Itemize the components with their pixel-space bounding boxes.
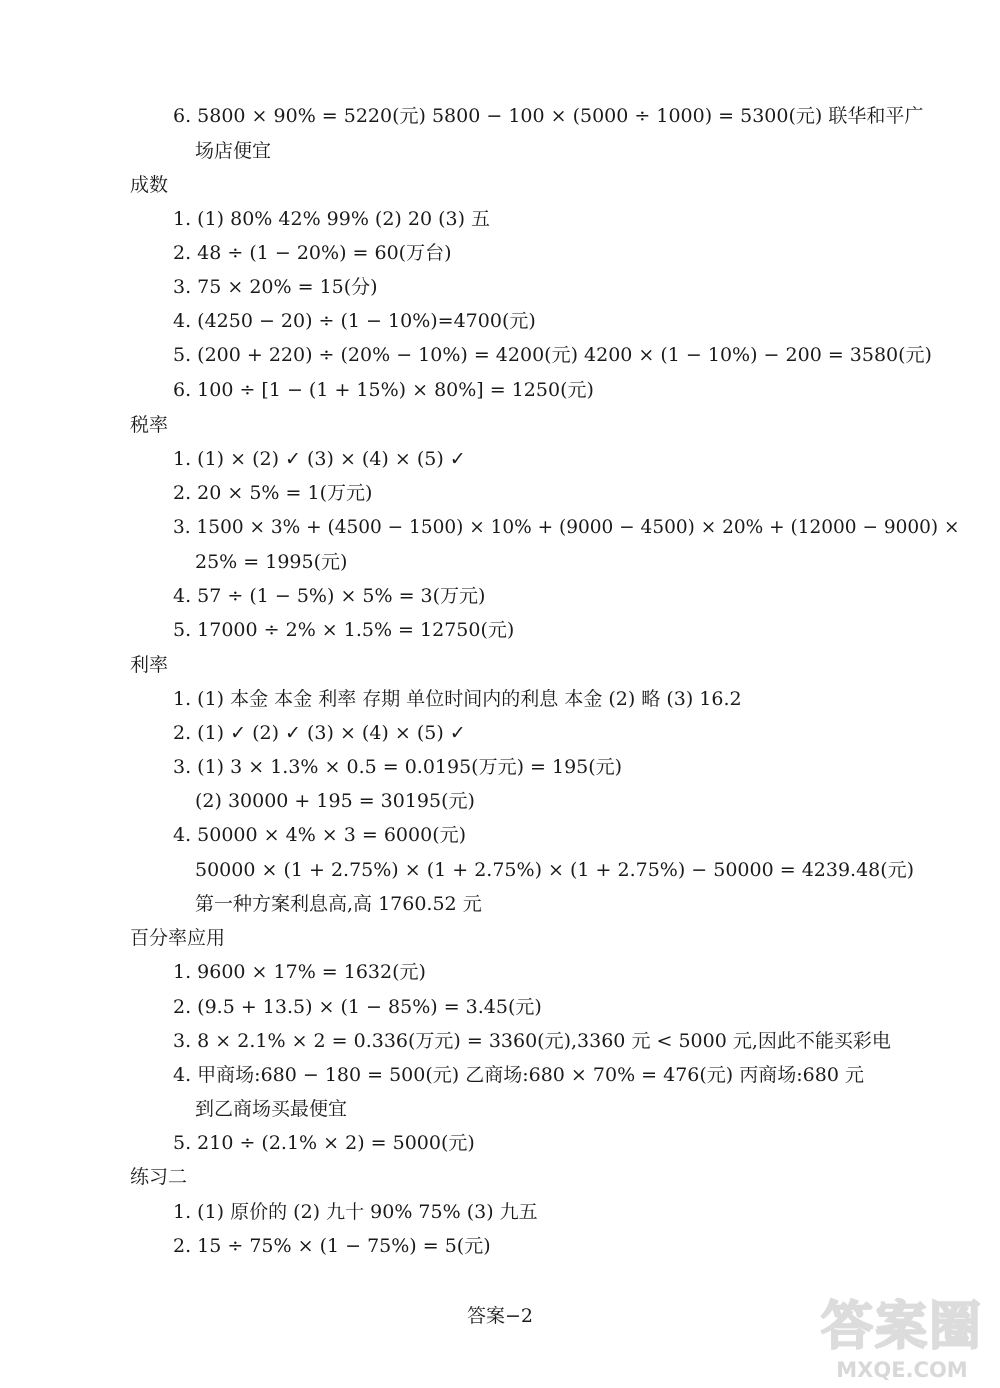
answer-line: 1. 9600 × 17% = 1632(元) xyxy=(173,961,426,983)
watermark-url: MXQE.COM xyxy=(836,1358,968,1382)
answer-line: 4. 甲商场:680 − 180 = 500(元) 乙商场:680 × 70% = 476(元) 丙商场:680 元 xyxy=(173,1064,864,1086)
answer-line: 到乙商场买最便宜 xyxy=(195,1098,348,1120)
answer-line: 4. (4250 − 20) ÷ (1 − 10%)=4700(元) xyxy=(173,310,536,332)
answer-line: 1. (1) 80% 42% 99% (2) 20 (3) 五 xyxy=(173,208,491,230)
answer-line: 2. (1) ✓ (2) ✓ (3) × (4) × (5) ✓ xyxy=(173,722,466,744)
answer-line: 3. (1) 3 × 1.3% × 0.5 = 0.0195(万元) = 195(元) xyxy=(173,756,623,778)
answer-line: (2) 30000 + 195 = 30195(元) xyxy=(195,790,475,812)
answer-line: 5. (200 + 220) ÷ (20% − 10%) = 4200(元) 4200 × (1 − 10%) − 200 = 3580(元) xyxy=(173,344,932,366)
answer-line: 4. 57 ÷ (1 − 5%) × 5% = 3(万元) xyxy=(173,585,486,607)
section-heading: 百分率应用 xyxy=(130,927,226,949)
answer-line: 4. 50000 × 4% × 3 = 6000(元) xyxy=(173,824,467,846)
section-heading: 练习二 xyxy=(130,1166,188,1188)
page-number: 答案−2 xyxy=(466,1305,533,1327)
answer-line: 5. 210 ÷ (2.1% × 2) = 5000(元) xyxy=(173,1132,475,1154)
answer-line: 场店便宜 xyxy=(195,140,272,162)
section-heading: 税率 xyxy=(130,414,169,436)
answer-line: 3. 1500 × 3% + (4500 − 1500) × 10% + (9000 − 4500) × 20% + (12000 − 9000) × xyxy=(173,517,960,538)
answer-line: 第一种方案利息高,高 1760.52 元 xyxy=(195,893,482,915)
answer-line: 2. 15 ÷ 75% × (1 − 75%) = 5(元) xyxy=(173,1235,491,1257)
answer-line: 6. 100 ÷ [1 − (1 + 15%) × 80%] = 1250(元) xyxy=(173,379,594,401)
answer-line: 1. (1) 本金 本金 利率 存期 单位时间内的利息 本金 (2) 略 (3) 16.2 xyxy=(173,688,742,710)
answer-line: 1. (1) × (2) ✓ (3) × (4) × (5) ✓ xyxy=(173,448,466,470)
answer-line: 1. (1) 原价的 (2) 九十 90% 75% (3) 九五 xyxy=(173,1201,538,1223)
answer-line: 50000 × (1 + 2.75%) × (1 + 2.75%) × (1 + 2.75%) − 50000 = 4239.48(元) xyxy=(195,859,915,881)
section-heading: 利率 xyxy=(130,654,169,676)
answer-line: 6. 5800 × 90% = 5220(元) 5800 − 100 × (5000 ÷ 1000) = 5300(元) 联华和平广 xyxy=(173,105,924,127)
answer-line: 2. (9.5 + 13.5) × (1 − 85%) = 3.45(元) xyxy=(173,996,542,1018)
answer-line: 2. 48 ÷ (1 − 20%) = 60(万台) xyxy=(173,242,452,264)
answer-line: 25% = 1995(元) xyxy=(195,551,348,573)
section-heading: 成数 xyxy=(130,174,169,196)
answer-line: 3. 8 × 2.1% × 2 = 0.336(万元) = 3360(元),3360 元 < 5000 元,因此不能买彩电 xyxy=(173,1030,891,1052)
answer-line: 3. 75 × 20% = 15(分) xyxy=(173,276,378,298)
answer-line: 2. 20 × 5% = 1(万元) xyxy=(173,482,373,504)
watermark-logo xyxy=(808,1296,996,1384)
answer-line: 5. 17000 ÷ 2% × 1.5% = 12750(元) xyxy=(173,619,515,641)
watermark-logo-text: 答案圈 xyxy=(820,1297,983,1357)
